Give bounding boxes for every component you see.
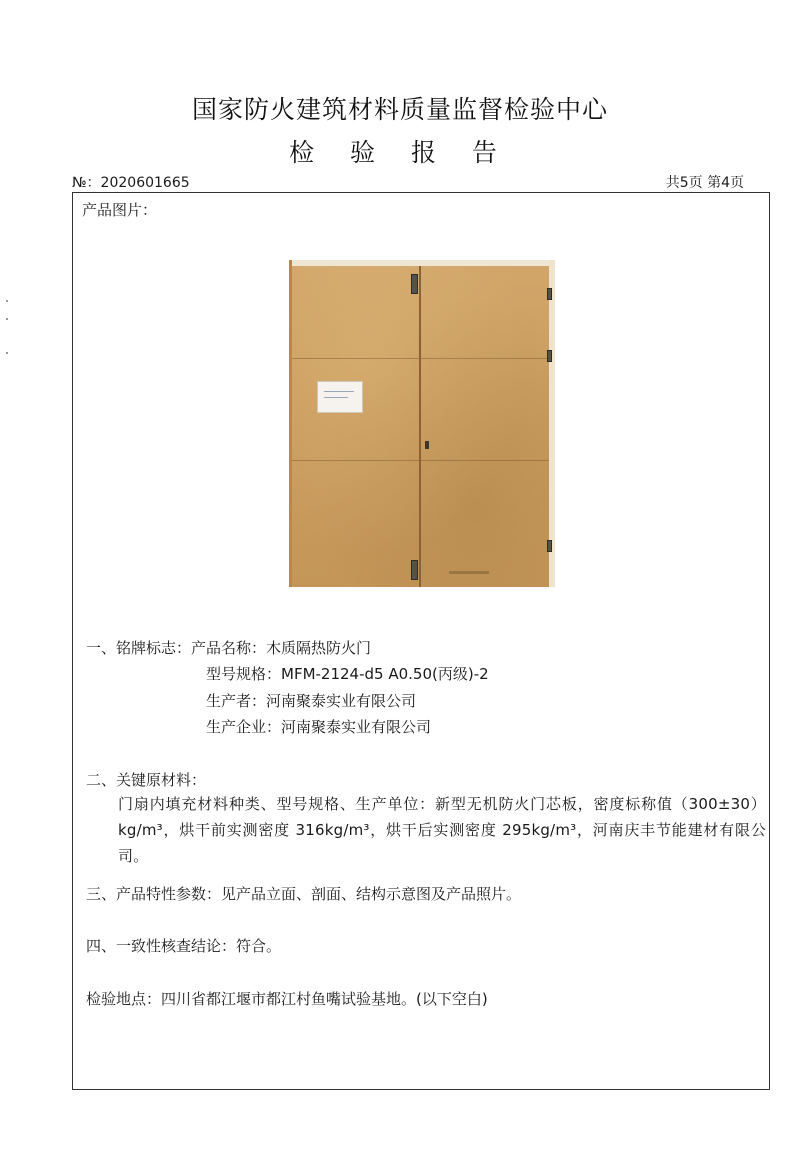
scan-mark — [6, 318, 8, 320]
product-parameters: 三、产品特性参数：见产品立面、剖面、结构示意图及产品照片。 — [86, 885, 522, 903]
report-title: 检 验 报 告 — [289, 138, 511, 167]
door-lock-icon — [425, 441, 429, 449]
door-center-seam — [419, 266, 421, 587]
door-hinge-icon — [547, 540, 552, 552]
key-materials-heading: 二、关键原材料： — [86, 771, 207, 789]
nameplate-model-spec: 型号规格：MFM-2124-d5 A0.50(丙级)-2 — [206, 665, 489, 683]
door-label-sticker — [317, 381, 363, 413]
product-photo — [289, 260, 555, 587]
product-photo-label: 产品图片： — [82, 201, 158, 219]
scan-mark — [6, 352, 8, 354]
consistency-conclusion: 四、一致性核查结论：符合。 — [86, 937, 282, 955]
door-hinge-icon — [547, 350, 552, 362]
test-location: 检验地点：四川省都江堰市都江村鱼嘴试验基地。(以下空白) — [86, 990, 488, 1008]
door-hinge-icon — [411, 274, 418, 294]
nameplate-product-name: 一、铭牌标志：产品名称：木质隔热防火门 — [86, 639, 372, 657]
nameplate-manufacturer: 生产企业：河南聚泰实业有限公司 — [206, 718, 432, 736]
report-number: №：2020601665 — [72, 175, 190, 191]
door-hinge-icon — [411, 560, 418, 580]
scan-mark — [6, 300, 8, 302]
page-info: 共5页 第4页 — [665, 175, 744, 191]
door-hinge-icon — [547, 288, 552, 300]
door-marking — [449, 571, 489, 574]
key-materials-body: 门扇内填充材料种类、型号规格、生产单位：新型无机防火门芯板，密度标称值（300±30）kg/m³，烘干前实测密度 316kg/m³，烘干后实测密度 295kg/m³，河南庆丰节能建材有限公司。 — [118, 795, 766, 865]
nameplate-producer: 生产者：河南聚泰实业有限公司 — [206, 692, 417, 710]
organization-title: 国家防火建筑材料质量监督检验中心 — [191, 95, 608, 124]
